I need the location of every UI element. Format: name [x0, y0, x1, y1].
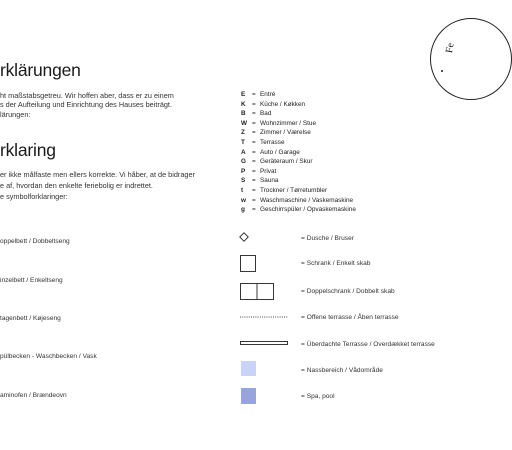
symbol-label-bunk-bed: tagenbett / Køjeseng	[0, 315, 61, 322]
legend-equals: =	[252, 110, 256, 118]
legend-row	[241, 157, 313, 167]
legend-text: Terrasse	[260, 139, 285, 146]
symbol-label-stove: aminofen / Brændeovn	[0, 392, 67, 399]
seal-dot	[441, 70, 443, 72]
blue-square-icon	[241, 388, 256, 404]
heading-german: rklärungen	[0, 60, 81, 80]
legend-row	[241, 186, 327, 196]
legend-key: A	[241, 148, 246, 156]
legend-row	[241, 176, 278, 186]
legend-row	[241, 196, 353, 206]
intro-danish-line-3: e symbolforklaringer:	[0, 192, 68, 201]
heading-danish: rklaring	[0, 140, 56, 160]
legend-text: Waschmaschine / Vaskemaskine	[260, 196, 354, 204]
legend-row	[241, 90, 275, 100]
legend-equals: =	[252, 206, 256, 214]
legend-key: K	[241, 100, 246, 108]
symbol-label-spa: = Spa, pool	[301, 393, 335, 400]
intro-german-line-3: lärungen:	[0, 110, 31, 119]
legend-key: P	[241, 167, 246, 175]
intro-german-line-1: ht maßstabsgetreu. Wir hoffen aber, dass er zu einem	[0, 91, 174, 100]
legend-text: Sauna	[260, 177, 279, 185]
legend-row	[241, 167, 276, 177]
symbol-label-double-wardrobe: = Doppelschrank / Dobbelt skab	[301, 288, 395, 295]
legend-key: Z	[241, 129, 245, 137]
symbol-label-shower: = Dusche / Bruser	[301, 235, 354, 242]
legend-key: g	[241, 206, 245, 214]
legend-row	[241, 148, 300, 158]
legend-text: Privat	[260, 167, 277, 175]
right-symbol-icons	[238, 230, 298, 410]
legend-text: Geschirrspüler / Opvaskemaskine	[260, 206, 356, 214]
symbol-label-double-bed: oppelbett / Dobbeltseng	[0, 238, 70, 245]
legend-text: Geräteraum / Skur	[260, 158, 313, 166]
symbol-label-wardrobe: = Schrank / Enkelt skab	[301, 260, 371, 267]
legend-equals: =	[252, 119, 256, 127]
legend-equals: =	[252, 167, 256, 175]
legend-key: t	[241, 187, 244, 194]
legend-row	[241, 128, 311, 138]
legend-text: Wohnzimmer / Stue	[260, 119, 316, 127]
light-blue-square-icon	[241, 361, 256, 376]
diamond-icon	[240, 233, 248, 241]
legend-equals: =	[252, 139, 256, 146]
intro-danish-line-2: e af, hvordan den enkelte feriebolig er indrettet.	[0, 181, 153, 190]
symbol-label-open-terrace: = Offene terrasse / Åben terrasse	[301, 314, 399, 321]
legend-text: Zimmer / Værelse	[260, 129, 311, 137]
legend-key: S	[241, 177, 246, 185]
legend-equals: =	[252, 100, 256, 108]
legend-row	[241, 138, 285, 148]
legend-text: Bad	[260, 110, 272, 118]
legend-row	[241, 100, 305, 110]
legend-text: Entré	[260, 91, 276, 98]
legend-text: Auto / Garage	[260, 148, 300, 156]
legend-key: G	[241, 158, 246, 166]
intro-danish-line-1: er ikke målfaste men ellers korrekte. Vi håber, at de bidrager	[0, 170, 195, 179]
legend-equals: =	[252, 158, 256, 166]
seal-text: Fe	[444, 42, 457, 54]
legend-row	[241, 119, 316, 129]
legend-key: W	[241, 119, 248, 127]
symbol-label-sink: pülbecken - Waschbecken / Vask	[0, 353, 97, 360]
legend-row	[241, 109, 271, 119]
legend-equals: =	[252, 91, 256, 98]
symbol-label-covered-terrace: = Überdachte Terrasse / Overdækket terrasse	[301, 341, 435, 348]
legend-equals: =	[252, 148, 256, 156]
legend-row	[241, 205, 356, 215]
legend-equals: =	[252, 129, 256, 137]
legend-equals: =	[252, 196, 256, 204]
legend-equals: =	[252, 177, 256, 185]
symbol-label-single-bed: inzelbett / Enkeltseng	[0, 277, 63, 284]
legend-key: E	[241, 91, 246, 98]
legend-text: Küche / Køkken	[260, 100, 306, 108]
intro-german-line-2: s der Aufteilung und Einrichtung des Hauses beiträgt.	[0, 100, 172, 109]
legend-text: Trockner / Tørretumbler	[260, 187, 328, 194]
stamp-seal	[430, 18, 512, 100]
covered-terrace-icon	[241, 342, 288, 345]
double-wardrobe-icon	[241, 284, 274, 300]
legend-key: w	[241, 196, 246, 204]
single-wardrobe-icon	[241, 256, 256, 272]
legend-key: T	[241, 139, 245, 146]
legend-key: B	[241, 110, 246, 118]
symbol-label-wet-area: = Nassbereich / Vådområde	[301, 367, 383, 374]
legend-equals: =	[252, 187, 256, 194]
